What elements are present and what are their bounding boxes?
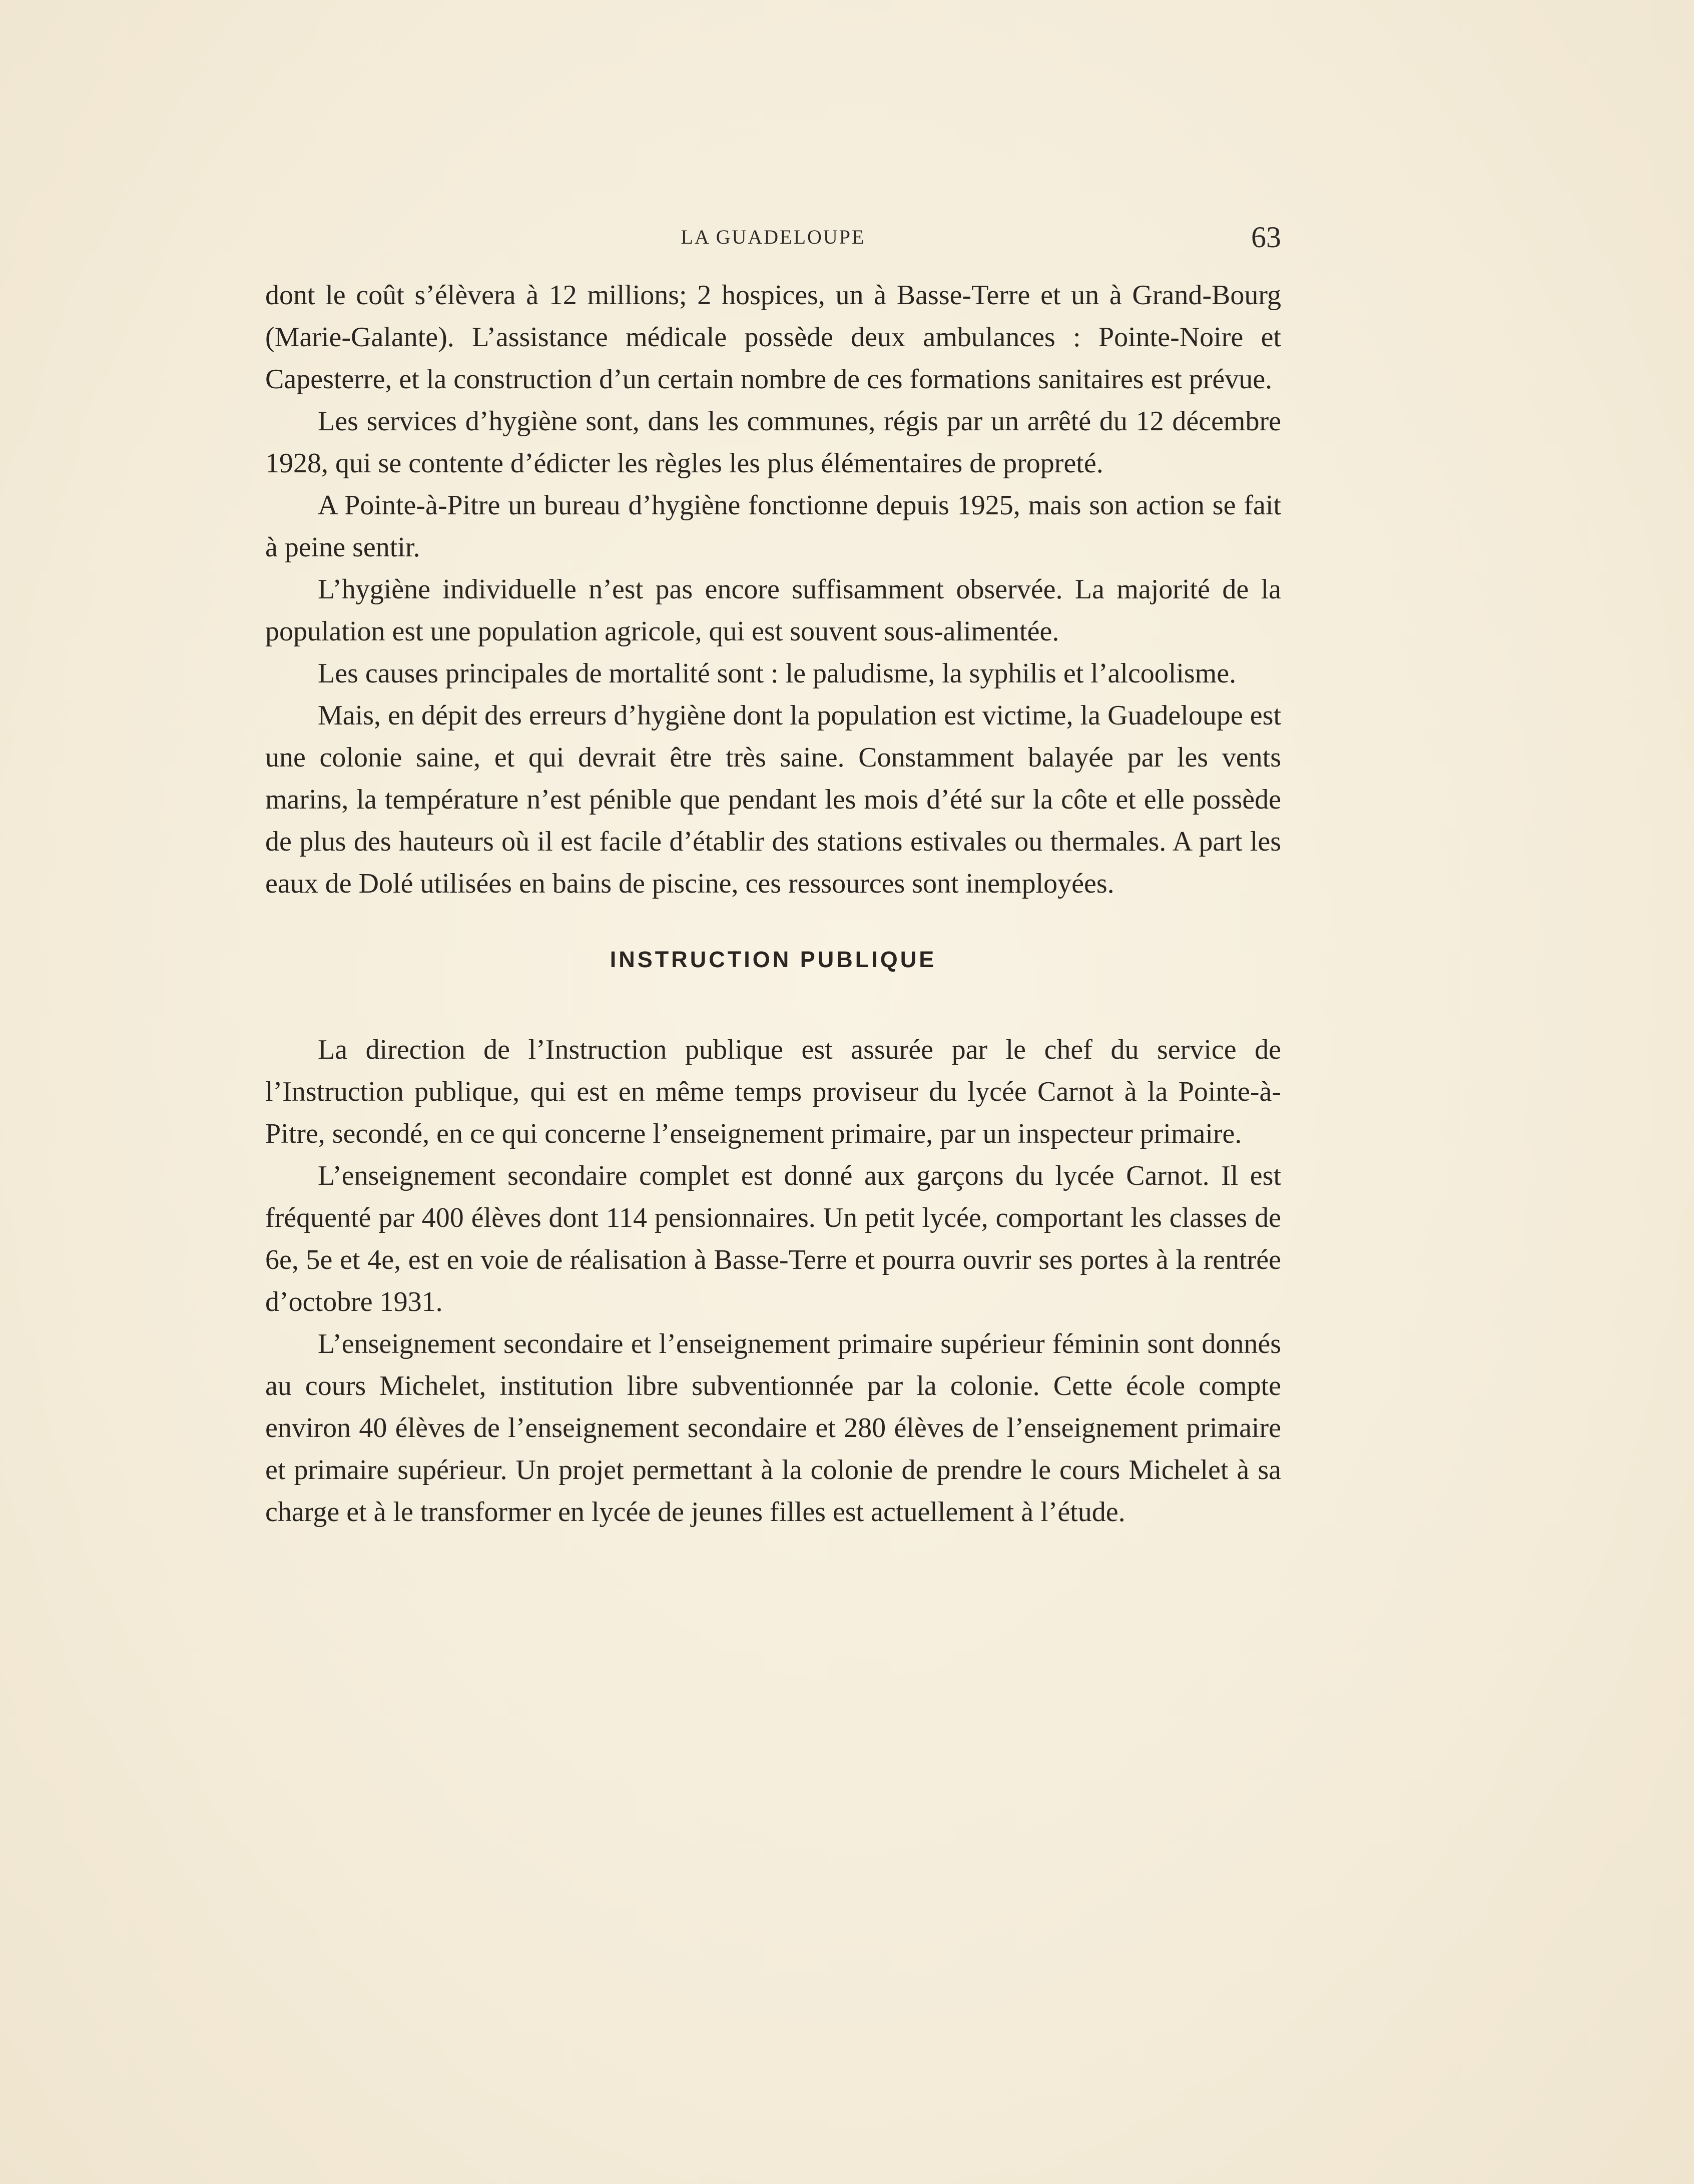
body-text <box>265 274 1281 1533</box>
paragraph: Les causes principales de mortalité sont : le paludisme, la syphilis et l’alcoolisme. <box>318 658 1237 689</box>
paragraph: A Pointe-à-Pitre un bureau d’hygiène fonctionne depuis 1925, mais son action se fait à peine sentir. <box>265 490 1281 563</box>
page-number: 63 <box>1251 221 1281 254</box>
paragraph-continued: dont le coût s’élèvera à 12 millions; 2 hospices, un à Basse-Terre et un à Grand-Bourg (Marie-Galante). L’assistance médicale possède deux ambulances : Pointe-Noire et Capesterre, et la construction d’un certain nombre de ces formations sanitaires est prévue. <box>265 280 1281 395</box>
running-title: LA GUADELOUPE <box>681 226 866 248</box>
paragraph: L’hygiène individuelle n’est pas encore suffisamment observée. La majorité de la population est une population agricole, qui est souvent sous-alimentée. <box>265 574 1281 647</box>
paragraph: L’enseignement secondaire complet est donné aux garçons du lycée Carnot. Il est fréquenté par 400 élèves dont 114 pensionnaires. Un petit lycée, comportant les classes de 6e, 5e et 4e, est en voie de réalisation à Basse-Terre et pourra ouvrir ses portes à la rentrée d’octobre 1931. <box>265 1160 1281 1317</box>
paragraph: Mais, en dépit des erreurs d’hygiène dont la population est victime, la Guadeloupe est une colonie saine, et qui devrait être très saine. Constamment balayée par les vents marins, la température n’est pénible que pendant les mois d’été sur la côte et elle possède de plus des hauteurs où il est facile d’établir des stations estivales ou thermales. A part les eaux de Dolé utilisées en bains de piscine, ces ressources sont inemployées. <box>265 700 1281 899</box>
page-header <box>265 220 1281 260</box>
section-heading: INSTRUCTION PUBLIQUE <box>610 947 937 972</box>
paragraph: Les services d’hygiène sont, dans les communes, régis par un arrêté du 12 décembre 1928, qui se contente d’édicter les règles les plus élémentaires de propreté. <box>265 406 1281 479</box>
paragraph: La direction de l’Instruction publique est assurée par le chef du service de l’Instruction publique, qui est en même temps proviseur du lycée Carnot à la Pointe-à-Pitre, secondé, en ce qui concerne l’enseignement primaire, par un inspecteur primaire. <box>265 1034 1281 1149</box>
paragraph: L’enseignement secondaire et l’enseignement primaire supérieur féminin sont donnés au cours Michelet, institution libre subventionnée par la colonie. Cette école compte environ 40 élèves de l’enseignement secondaire et 280 élèves de l’enseignement primaire et primaire supérieur. Un projet permettant à la colonie de prendre le cours Michelet à sa charge et à le transformer en lycée de jeunes filles est actuellement à l’étude. <box>265 1328 1281 1528</box>
